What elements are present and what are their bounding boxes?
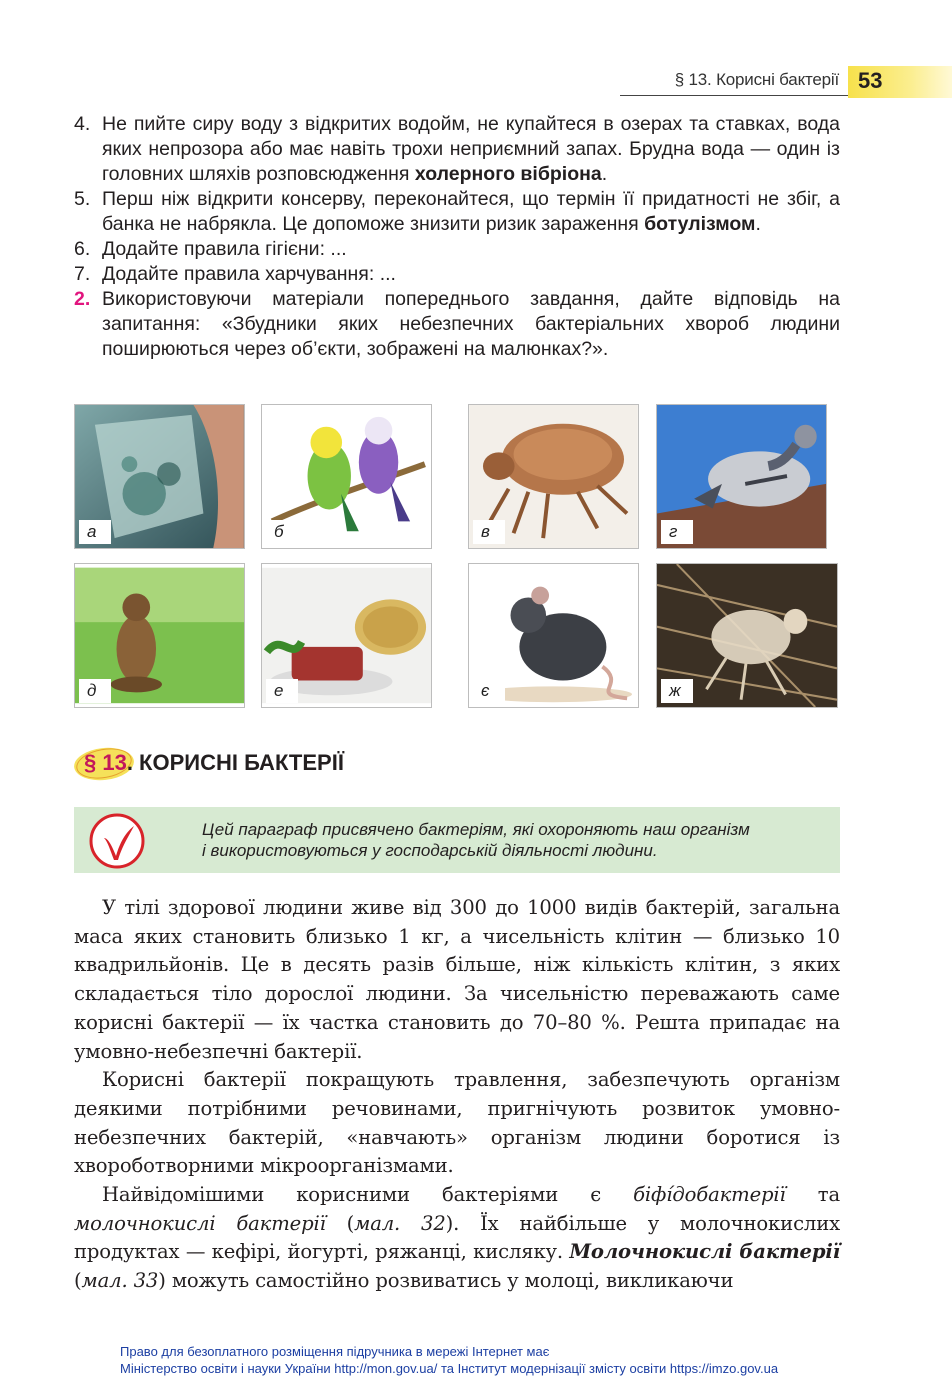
task-item (74, 287, 840, 362)
figure-e (261, 563, 432, 708)
footer-line: Право для безоплатного розміщення підручника в мережі Інтернет має (120, 1344, 550, 1359)
list-item-text: Додайте правила гігієни: ... (102, 238, 347, 260)
list-item-number: 4. (74, 113, 91, 135)
body-text (74, 894, 840, 1296)
figure-ref: мал. 33 (81, 1269, 159, 1293)
list-item (74, 237, 840, 262)
paragraph: Найвідомішими корисними бактеріями є біфі́добактерії та молочнокислі бактерії (мал. 32). Їх найбільше у молочнокислих продуктах — кефірі, йогурті, ряжанці, кисляку. Молочнокислі бактерії (мал. 33) можуть самостійно розвиватись у молоці, викликаючи (74, 1183, 841, 1293)
emphasis-term: ботулізмом (644, 213, 756, 235)
list-item (74, 262, 840, 287)
figure-label: а (79, 520, 111, 544)
list-item (74, 187, 840, 237)
rules-list (74, 112, 840, 362)
figure-zh (656, 563, 838, 708)
figure-ref: мал. 32 (354, 1211, 446, 1235)
term-bold-italic: Молочнокислі бактерії (569, 1240, 841, 1264)
footer-copyright (120, 1343, 778, 1377)
list-item-text: Не пийте сиру воду з відкритих водойм, не купайтеся в озерах та ставках, вода яких непрозора або має навіть трохи неприємний запах. Брудна вода — один із головних шляхів розповсюдження холерного вібріона. (102, 113, 840, 185)
list-item-number: 7. (74, 263, 91, 285)
checkmark-icon (88, 812, 146, 870)
goal-line: Цей параграф присвячено бактеріям, які охороняють наш організм (202, 820, 750, 839)
section-title-text: . КОРИСНІ БАКТЕРІЇ (126, 750, 344, 775)
figure-b (261, 404, 432, 549)
figure-label: ж (661, 679, 693, 703)
task-number: 2. (74, 288, 91, 310)
figure-v (468, 404, 639, 549)
figure-label: б (266, 520, 298, 544)
figure-a (74, 404, 245, 549)
figure-grid (74, 404, 840, 700)
figure-label: д (79, 679, 111, 703)
list-item (74, 112, 840, 187)
section-title (84, 750, 344, 776)
footer-line: Міністерство освіти і науки України http://mon.gov.ua/ та Інститут модернізації змісту освіти https://imzo.gov.ua (120, 1361, 779, 1376)
page-number: 53 (858, 68, 883, 93)
term-italic: біфі́добактерії (633, 1183, 786, 1207)
goal-line: і використовуються у господарській діяльності людини. (202, 841, 658, 860)
figure-g (656, 404, 827, 549)
task-text: Використовуючи матеріали попереднього завдання, дайте відповідь на запитання: «Збудники яких небезпечних бактеріальних хвороб людини поширюються через об’єкти, зображені на малюнках?». (102, 288, 840, 360)
figure-label: е (266, 679, 298, 703)
list-item-number: 6. (74, 238, 91, 260)
paragraph: У тілі здорової людини живе від 300 до 1000 видів бактерій, загальна маса яких становить близько 1 кг, а чисельність клітин — близько 10 квадрильйонів. Це в десять разів більше, ніж кількість клітин, з яких складається тіло дорослої людини. За чисельністю переважають саме корисні бактерії — їх частка становить до 70–80 %. Решта припадає на умовно-небезпечні бактерії. (74, 896, 840, 1063)
header-rule (620, 95, 848, 96)
section-number: § 13 (84, 750, 127, 775)
goal-box (74, 807, 840, 873)
figure-label: в (473, 520, 505, 544)
list-item-text: Перш ніж відкрити консерву, переконайтеся, що термін її придатності не збіг, а банка не набрякла. Це допоможе знизити ризик зараження ботулізмом. (102, 188, 840, 235)
figure-label: г (661, 520, 693, 544)
emphasis-term: холерного вібріона (414, 163, 602, 185)
figure-ye (468, 563, 639, 708)
figure-label: є (473, 679, 505, 703)
goal-text (202, 819, 832, 861)
list-item-text: Додайте правила харчування: ... (102, 263, 396, 285)
running-header-title: § 13. Корисні бактерії (674, 70, 839, 89)
list-item-number: 5. (74, 188, 91, 210)
figure-d (74, 563, 245, 708)
term-italic: молочнокислі бактерії (74, 1211, 326, 1235)
paragraph: Корисні бактерії покращують травлення, забезпечують організм деякими потрібними речовинами, пригнічують розвиток умовно-небезпечних бактерій, «навчають» організм людини боротися із хвороботворними мікроорганізмами. (74, 1068, 840, 1178)
